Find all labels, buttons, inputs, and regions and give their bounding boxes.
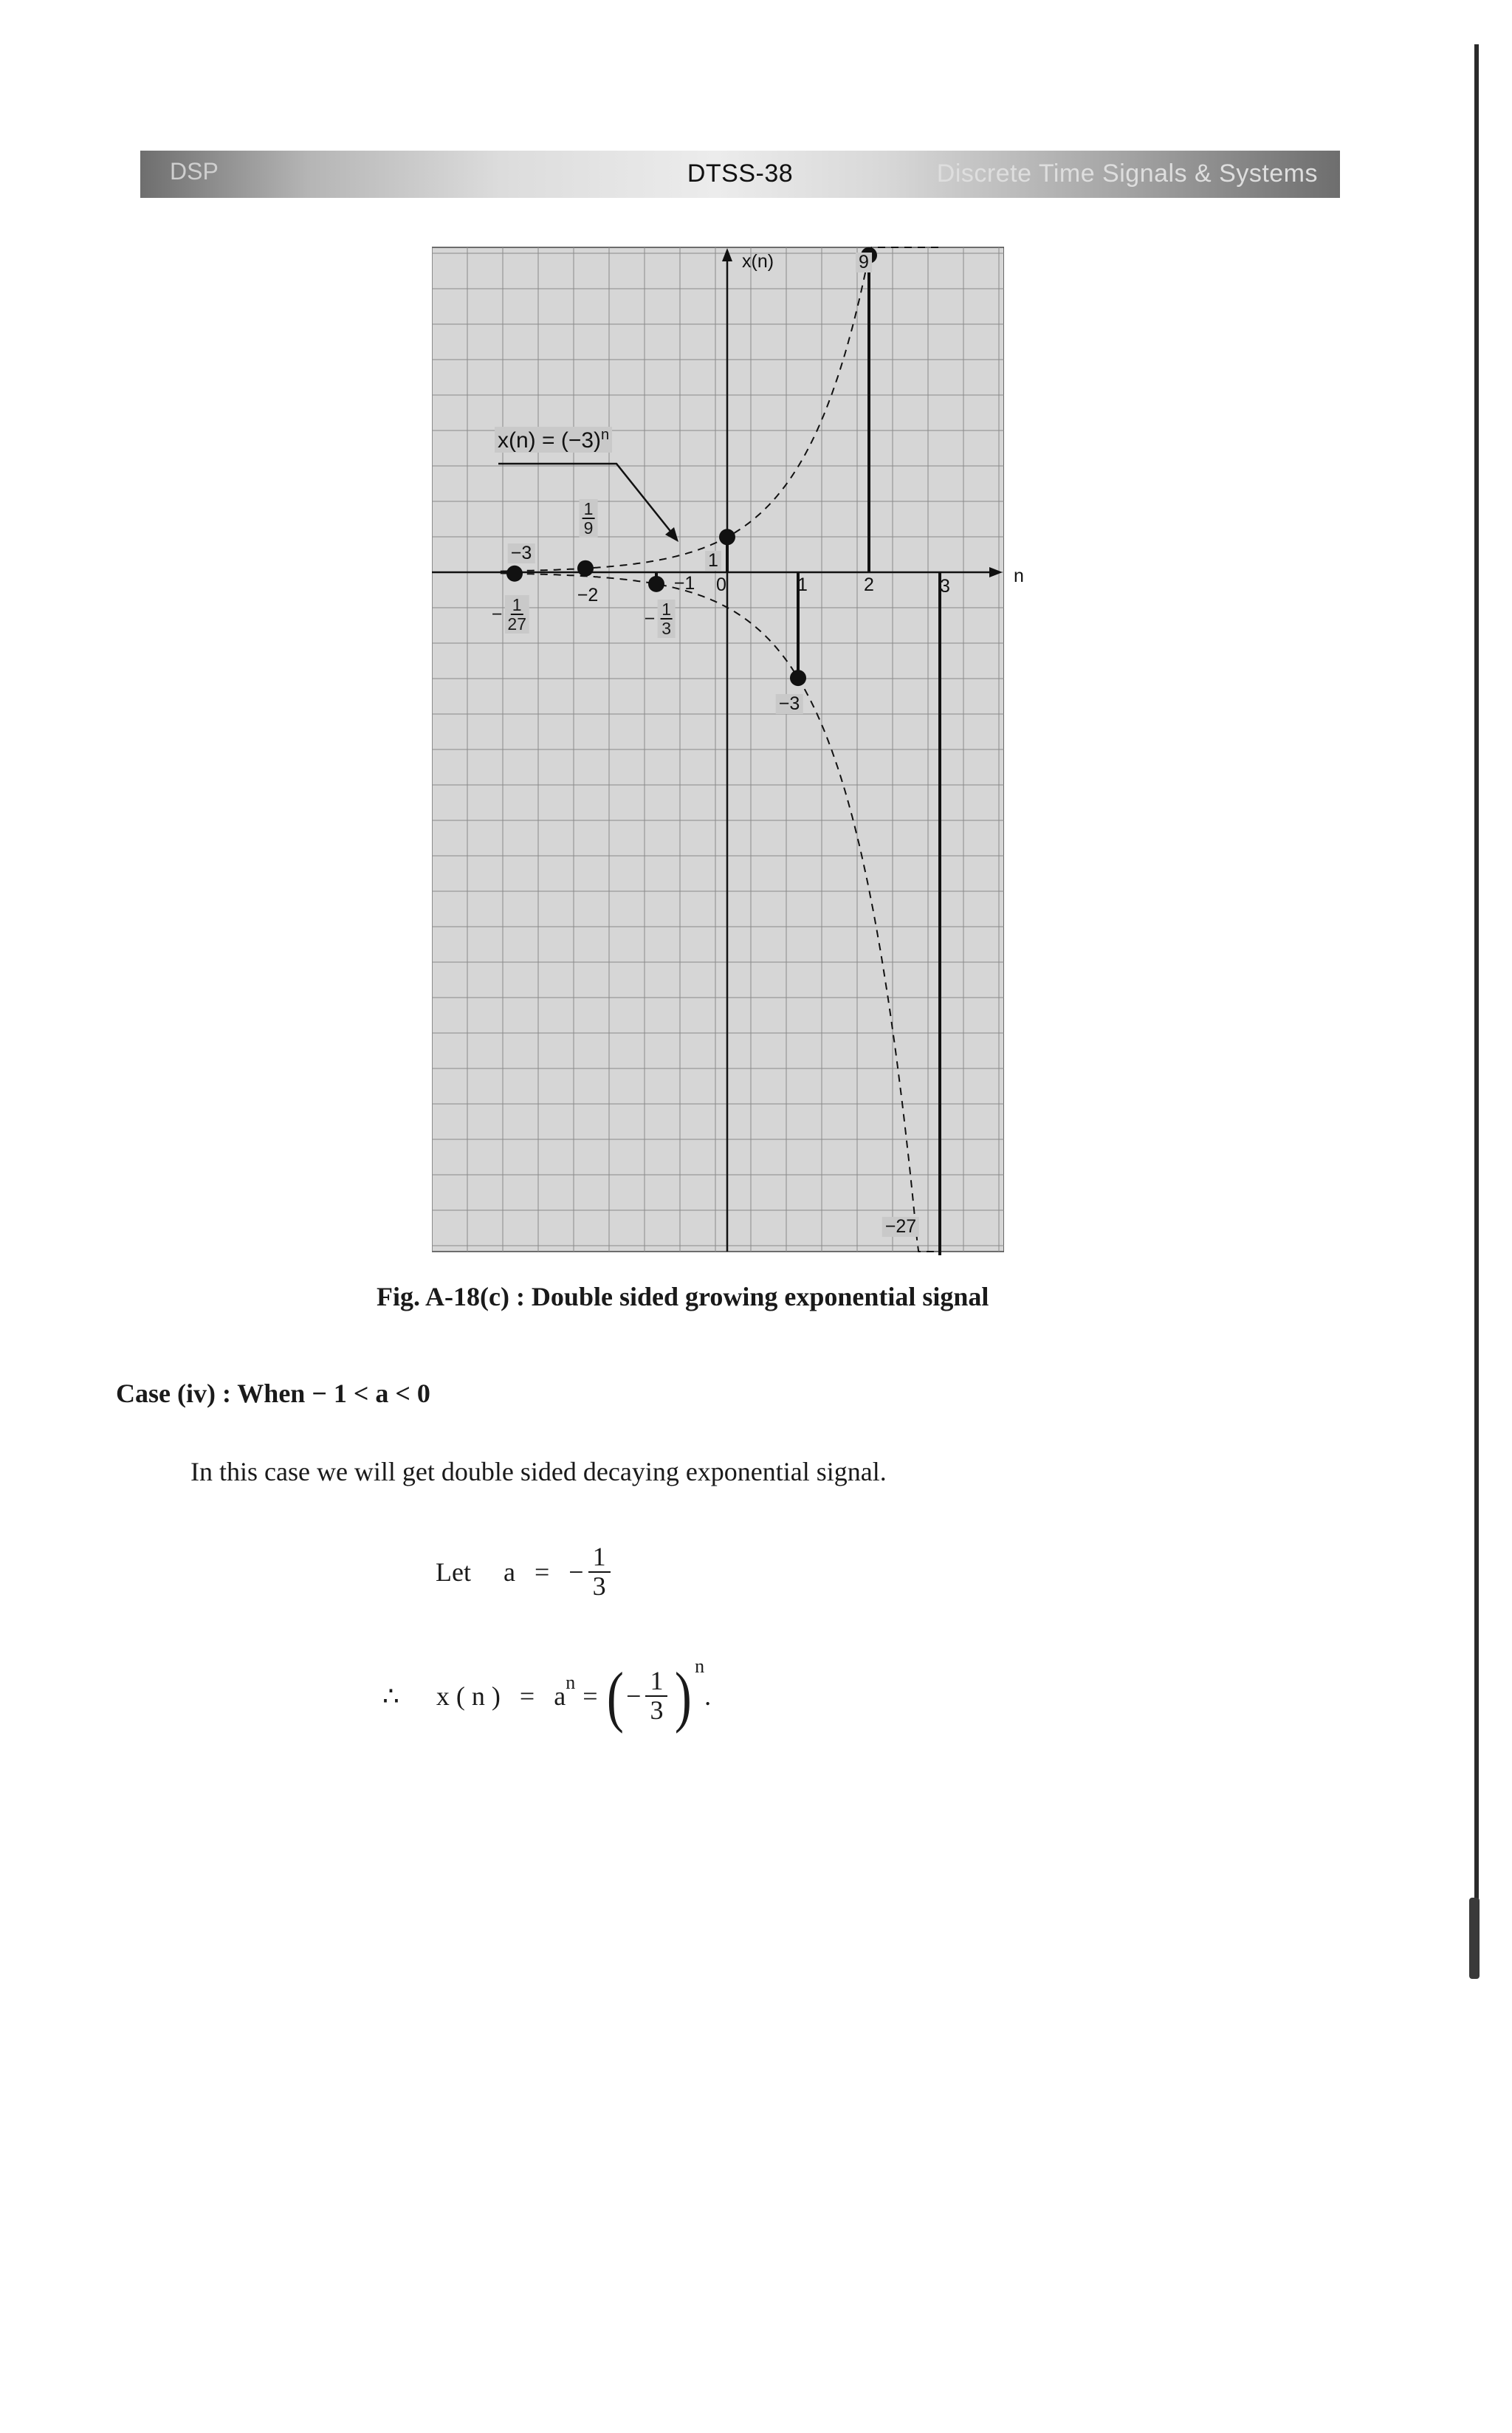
frac-num: 1	[583, 499, 594, 518]
frac-den: 3	[592, 1571, 606, 1601]
value-label-n-1: −3	[776, 694, 803, 714]
x-tick-label: 2	[864, 574, 874, 595]
page-code: DTSS-38	[687, 159, 794, 188]
open-paren: (	[606, 1658, 624, 1734]
x-tick-label: −3	[508, 543, 535, 563]
value-label-n-2: 9	[856, 253, 872, 272]
frac	[657, 600, 676, 638]
eq-equals: =	[534, 1557, 550, 1587]
frac-den: 9	[583, 518, 594, 538]
stem-plot-figure	[432, 244, 1024, 1255]
eq-var: a	[503, 1557, 515, 1587]
eq-sign: −	[568, 1557, 584, 1587]
y-axis-label: x(n)	[742, 251, 774, 272]
eq-sign: −	[626, 1681, 642, 1711]
frac-num: 1	[662, 600, 671, 619]
header-tag: DSP	[170, 158, 219, 185]
eq-base: a	[554, 1681, 566, 1711]
eq-exp: n	[566, 1672, 576, 1693]
value-label-n-minus-3	[492, 595, 529, 634]
eq-word: Let	[436, 1557, 471, 1587]
x-tick-label: 3	[940, 576, 950, 597]
stem-marker	[719, 529, 735, 545]
signal-label	[495, 427, 612, 453]
x-tick-label: 1	[797, 574, 808, 595]
stem-marker	[790, 670, 806, 686]
page-header	[140, 151, 1340, 198]
close-paren: )	[675, 1658, 693, 1734]
eq-fraction	[588, 1543, 611, 1601]
frac-num: 1	[512, 595, 522, 614]
eq-lhs: x ( n )	[436, 1681, 501, 1711]
value-label-n-minus-2	[580, 499, 598, 538]
frac-den: 3	[650, 1695, 664, 1725]
frac-sign: −	[491, 603, 503, 625]
figure-caption: Fig. A-18(c) : Double sided growing exponential signal	[377, 1282, 989, 1311]
frac	[504, 595, 529, 634]
frac-num: 1	[645, 1667, 667, 1697]
body-paragraph: In this case we will get double sided decaying exponential signal.	[190, 1457, 887, 1486]
value-label-n-minus-1	[645, 600, 676, 638]
signal-label-exponent: n	[601, 427, 610, 443]
eq-fraction	[645, 1667, 667, 1725]
binding-blot	[1469, 1898, 1480, 1979]
therefore-symbol: ∴	[382, 1681, 399, 1711]
stem-marker	[577, 560, 594, 577]
equation-xn	[382, 1648, 711, 1744]
value-label-n-0: 1	[705, 551, 721, 571]
header-topic: Discrete Time Signals & Systems	[936, 159, 1318, 188]
x-axis-label: n	[1014, 566, 1024, 586]
stem-plot	[432, 244, 1004, 1255]
frac-num: 1	[588, 1543, 611, 1573]
outer-exp: n	[695, 1655, 705, 1677]
eq-equals-2: =	[583, 1681, 598, 1711]
stem-marker	[648, 576, 664, 592]
equation-let	[436, 1531, 615, 1613]
eq-period: .	[704, 1681, 712, 1711]
frac-sign: −	[644, 608, 656, 629]
stem-marker	[506, 566, 523, 582]
x-tick-label: −1	[673, 573, 695, 594]
x-tick-label: −2	[577, 585, 599, 605]
frac-den: 27	[507, 614, 526, 634]
x-tick-label: 0	[716, 574, 726, 595]
case-heading: Case (iv) : When − 1 < a < 0	[116, 1379, 430, 1408]
eq-equals: =	[519, 1681, 535, 1711]
frac-den: 3	[662, 619, 671, 639]
binding-edge	[1474, 44, 1479, 1964]
signal-label-text: x(n) = (−3)	[498, 428, 602, 453]
value-label-n-3: −27	[882, 1217, 919, 1237]
